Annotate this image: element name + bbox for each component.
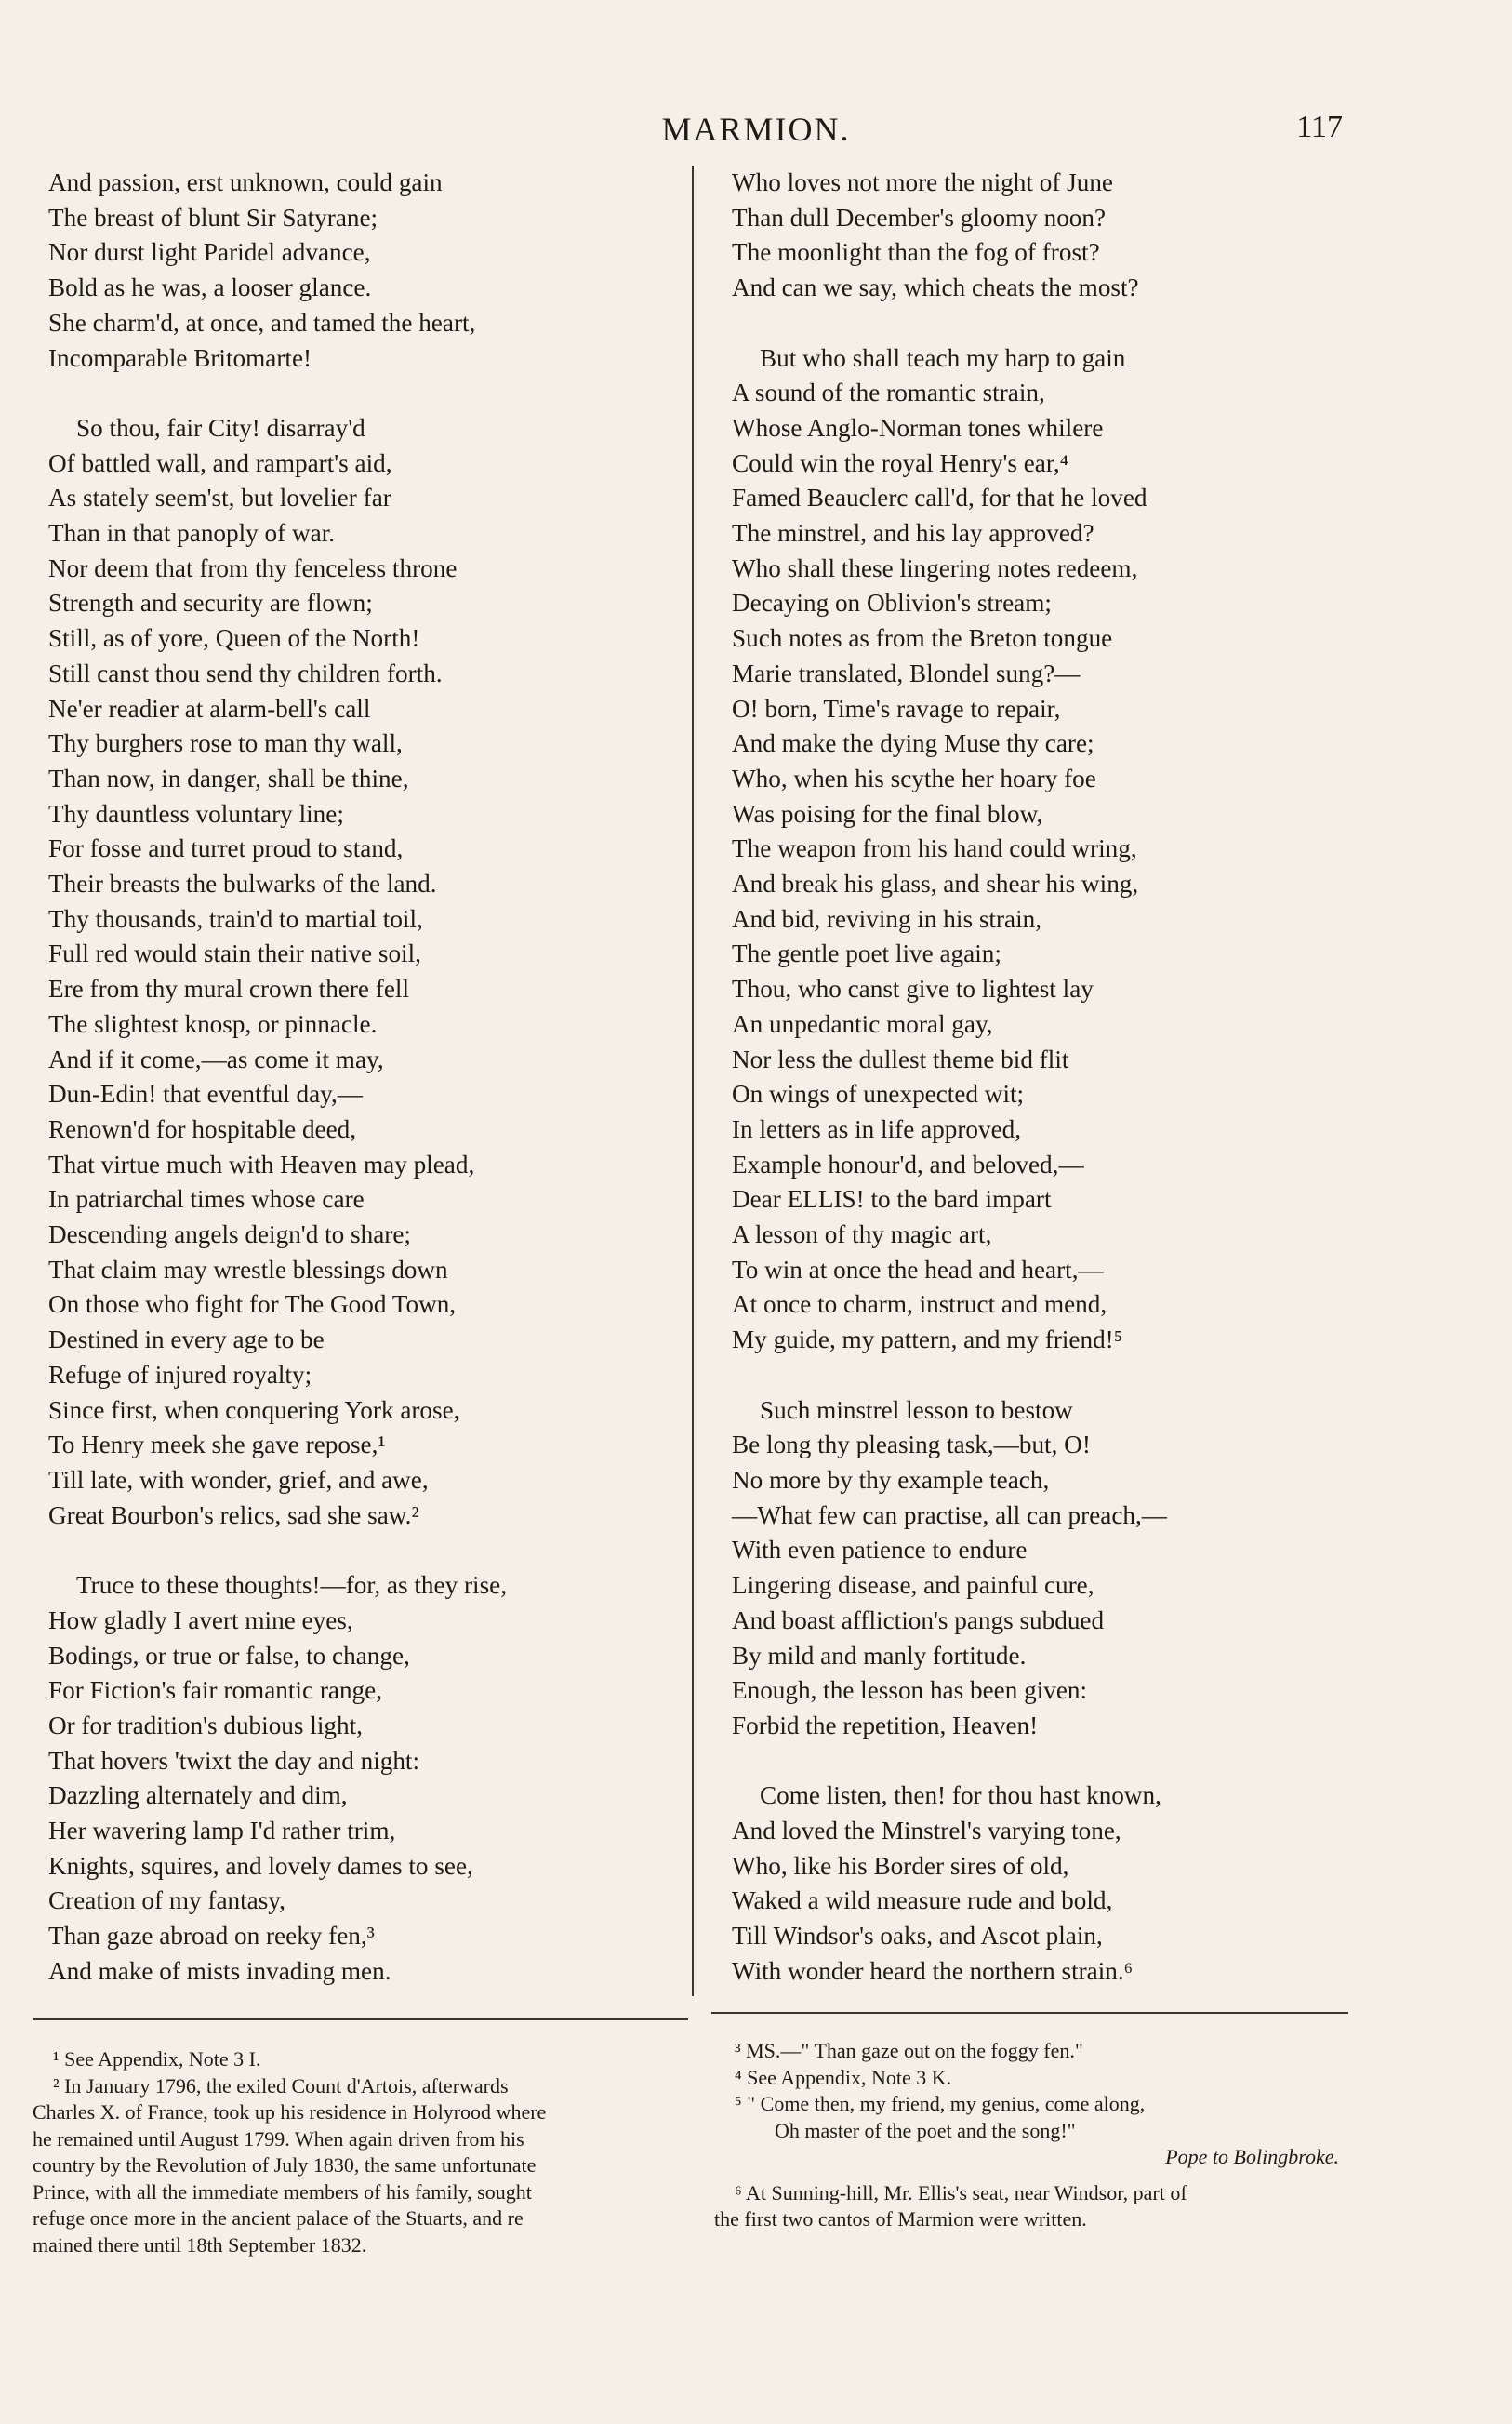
verse-line: Refuge of injured royalty;: [48, 1360, 312, 1389]
verse-line: At once to charm, instruct and mend,: [732, 1290, 1107, 1319]
verse-line: So thou, fair City! disarray'd: [76, 413, 365, 442]
verse-line: With wonder heard the northern strain.⁶: [732, 1956, 1134, 1985]
verse-line: The weapon from his hand could wring,: [732, 834, 1137, 863]
verse-line: Nor durst light Paridel advance,: [48, 238, 371, 267]
verse-line: How gladly I avert mine eyes,: [48, 1605, 353, 1634]
verse-line: And passion, erst unknown, could gain: [48, 168, 443, 196]
footnote-line: Prince, with all the immediate members of his family, sought: [33, 2179, 532, 2204]
footnote-rule-left: [33, 2018, 688, 2020]
verse-line: She charm'd, at once, and tamed the heart,: [48, 308, 476, 337]
verse-line: Ere from thy mural crown there fell: [48, 975, 410, 1004]
stanza-break: [732, 306, 1336, 341]
footnote-line: the first two cantos of Marmion were written.: [714, 2207, 1087, 2231]
footnote-5-line-2: Oh master of the poet and the song!": [775, 2118, 1076, 2142]
page-header-title: MARMION.: [661, 111, 851, 148]
verse-line: Full red would stain their native soil,: [48, 939, 421, 968]
page-number: 117: [1296, 110, 1343, 144]
footnote-line: refuge once more in the ancient palace of the Stuarts, and re: [33, 2206, 524, 2230]
verse-line: That hovers 'twixt the day and night:: [48, 1746, 420, 1775]
verse-line: —What few can practise, all can preach,—: [732, 1500, 1167, 1529]
footnote-line: ² In January 1796, the exiled Count d'Artois, afterwards: [53, 2073, 509, 2098]
verse-line: A sound of the romantic strain,: [732, 379, 1045, 407]
verse-line: That claim may wrestle blessings down: [48, 1255, 448, 1284]
verse-line: Such notes as from the Breton tongue: [732, 624, 1113, 653]
verse-line: Ne'er readier at alarm-bell's call: [48, 694, 371, 723]
footnote-rule-right: [711, 2012, 1348, 2014]
verse-line: And make the dying Muse thy care;: [732, 729, 1094, 758]
footnote-6: [714, 2180, 1356, 2233]
verse-line: Still, as of yore, Queen of the North!: [48, 624, 420, 653]
verse-line: Dear ELLIS! to the bard impart: [732, 1185, 1052, 1214]
verse-line: Bold as he was, a looser glance.: [48, 273, 372, 302]
footnotes-right: [714, 2038, 1356, 2233]
verse-line: And bid, reviving in his strain,: [732, 904, 1042, 933]
verse-line: Her wavering lamp I'd rather trim,: [48, 1817, 396, 1845]
verse-line: In patriarchal times whose care: [48, 1185, 365, 1214]
verse-line: Till Windsor's oaks, and Ascot plain,: [732, 1922, 1103, 1951]
verse-line: Lingering disease, and painful cure,: [732, 1571, 1094, 1600]
verse-line: Great Bourbon's relics, sad she saw.²: [48, 1500, 419, 1529]
verse-line: Renown'd for hospitable deed,: [48, 1114, 357, 1143]
verse-line: Was poising for the final blow,: [732, 799, 1043, 828]
verse-line: Such minstrel lesson to bestow: [760, 1395, 1073, 1424]
verse-line: Than dull December's gloomy noon?: [732, 203, 1107, 232]
stanza-break: [732, 1744, 1336, 1779]
verse-line: Dazzling alternately and dim,: [48, 1781, 348, 1810]
verse-line: To Henry meek she gave repose,¹: [48, 1431, 386, 1459]
verse-line: No more by thy example teach,: [732, 1465, 1050, 1494]
verse-line: Incomparable Britomarte!: [48, 343, 312, 372]
verse-line: On wings of unexpected wit;: [732, 1080, 1025, 1109]
verse-line: Come listen, then! for thou hast known,: [760, 1781, 1161, 1810]
verse-line: Destined in every age to be: [48, 1325, 325, 1354]
verse-line: O! born, Time's ravage to repair,: [732, 694, 1061, 723]
verse-line: Their breasts the bulwarks of the land.: [48, 870, 437, 899]
verse-line: Who, like his Border sires of old,: [732, 1851, 1069, 1880]
verse-line: Could win the royal Henry's ear,⁴: [732, 448, 1069, 477]
verse-line: Who shall these lingering notes redeem,: [732, 553, 1138, 582]
verse-line: Truce to these thoughts!—for, as they rise,: [76, 1571, 508, 1600]
verse-line: By mild and manly fortitude.: [732, 1641, 1027, 1670]
verse-line: Dun-Edin! that eventful day,—: [48, 1080, 363, 1109]
verse-line: Nor deem that from thy fenceless throne: [48, 553, 458, 582]
verse-line: And break his glass, and shear his wing,: [732, 870, 1139, 899]
verse-line: And can we say, which cheats the most?: [732, 273, 1139, 302]
verse-line: Be long thy pleasing task,—but, O!: [732, 1431, 1091, 1459]
verse-line: Creation of my fantasy,: [48, 1886, 285, 1915]
verse-line: Till late, with wonder, grief, and awe,: [48, 1466, 429, 1494]
verse-line: Enough, the lesson has been given:: [732, 1676, 1088, 1705]
verse-line: The slightest knosp, or pinnacle.: [48, 1009, 378, 1038]
verse-line: Waked a wild measure rude and bold,: [732, 1886, 1113, 1915]
verse-line: Example honour'd, and beloved,—: [732, 1150, 1084, 1179]
verse-line: Whose Anglo-Norman tones whilere: [732, 413, 1104, 442]
verse-line: Or for tradition's dubious light,: [48, 1711, 363, 1739]
footnote-line: mained there until 18th September 1832.: [33, 2232, 367, 2257]
verse-line: Than gaze abroad on reeky fen,³: [48, 1922, 375, 1951]
stanza-break: [732, 1358, 1336, 1393]
left-poem-column: [48, 166, 690, 1990]
verse-line: And make of mists invading men.: [48, 1956, 391, 1985]
verse-line: Thou, who canst give to lightest lay: [732, 975, 1094, 1004]
verse-line: Strength and security are flown;: [48, 589, 373, 618]
verse-line: A lesson of thy magic art,: [732, 1220, 992, 1249]
verse-line: On those who fight for The Good Town,: [48, 1290, 457, 1319]
verse-line: The moonlight than the fog of frost?: [732, 238, 1100, 267]
verse-line: Descending angels deign'd to share;: [48, 1220, 411, 1249]
verse-line: Famed Beauclerc call'd, for that he loved: [732, 484, 1147, 513]
verse-line: Knights, squires, and lovely dames to see,: [48, 1851, 473, 1880]
verse-line: Than in that panoply of war.: [48, 519, 336, 548]
footnote-5-line-1: ⁵ " Come then, my friend, my genius, come along,: [735, 2092, 1146, 2115]
footnote-line: ⁶ At Sunning-hill, Mr. Ellis's seat, near Windsor, part of: [735, 2180, 1187, 2204]
verse-line: Who loves not more the night of June: [732, 168, 1114, 196]
verse-line: And if it come,—as come it may,: [48, 1045, 384, 1073]
verse-line: Marie translated, Blondel sung?—: [732, 659, 1081, 687]
verse-line: Thy dauntless voluntary line;: [48, 799, 344, 828]
verse-line: Thy thousands, train'd to martial toil,: [48, 904, 423, 933]
verse-line: Of battled wall, and rampart's aid,: [48, 448, 392, 477]
footnote-line: Charles X. of France, took up his residence in Holyrood where: [33, 2100, 547, 2124]
stanza-break: [48, 1533, 690, 1568]
verse-line: For fosse and turret proud to stand,: [48, 834, 404, 863]
verse-line: An unpedantic moral gay,: [732, 1009, 993, 1038]
footnote-line: he remained until August 1799. When again driven from his: [33, 2126, 524, 2151]
footnote-4: ⁴ See Appendix, Note 3 K.: [735, 2065, 952, 2089]
stanza-break: [48, 376, 690, 411]
footnote-line: country by the Revolution of July 1830, the same unfortunate: [33, 2153, 537, 2177]
verse-line: For Fiction's fair romantic range,: [48, 1676, 382, 1705]
verse-line: As stately seem'st, but lovelier far: [48, 484, 391, 513]
verse-line: The gentle poet live again;: [732, 939, 1001, 968]
column-divider: [692, 166, 694, 1996]
verse-line: And boast affliction's pangs subdued: [732, 1605, 1105, 1634]
verse-line: Bodings, or true or false, to change,: [48, 1641, 410, 1670]
verse-line: And loved the Minstrel's varying tone,: [732, 1817, 1121, 1845]
verse-line: The minstrel, and his lay approved?: [732, 519, 1094, 548]
verse-line: With even patience to endure: [732, 1536, 1028, 1565]
verse-line: That virtue much with Heaven may plead,: [48, 1150, 475, 1179]
verse-line: Who, when his scythe her hoary foe: [732, 764, 1096, 792]
verse-line: In letters as in life approved,: [732, 1114, 1022, 1143]
verse-line: Forbid the repetition, Heaven!: [732, 1711, 1039, 1739]
footnote-2: [33, 2073, 688, 2259]
verse-line: Still canst thou send thy children forth.: [48, 659, 443, 687]
verse-line: Decaying on Oblivion's stream;: [732, 589, 1052, 618]
verse-line: Since first, when conquering York arose,: [48, 1395, 460, 1424]
footnote-1: ¹ See Appendix, Note 3 I.: [53, 2047, 261, 2071]
verse-line: But who shall teach my harp to gain: [760, 343, 1126, 372]
verse-line: To win at once the head and heart,—: [732, 1255, 1104, 1284]
footnotes-left: [33, 2046, 688, 2258]
footnote-3: ³ MS.—" Than gaze out on the foggy fen.": [735, 2039, 1083, 2062]
verse-line: Thy burghers rose to man thy wall,: [48, 729, 403, 758]
footnote-5-attribution: Pope to Bolingbroke.: [1165, 2145, 1339, 2168]
verse-line: Nor less the dullest theme bid flit: [732, 1045, 1069, 1073]
verse-line: Than now, in danger, shall be thine,: [48, 764, 409, 792]
verse-line: My guide, my pattern, and my friend!⁵: [732, 1325, 1123, 1354]
verse-line: The breast of blunt Sir Satyrane;: [48, 203, 378, 232]
right-poem-column: [732, 166, 1336, 1990]
